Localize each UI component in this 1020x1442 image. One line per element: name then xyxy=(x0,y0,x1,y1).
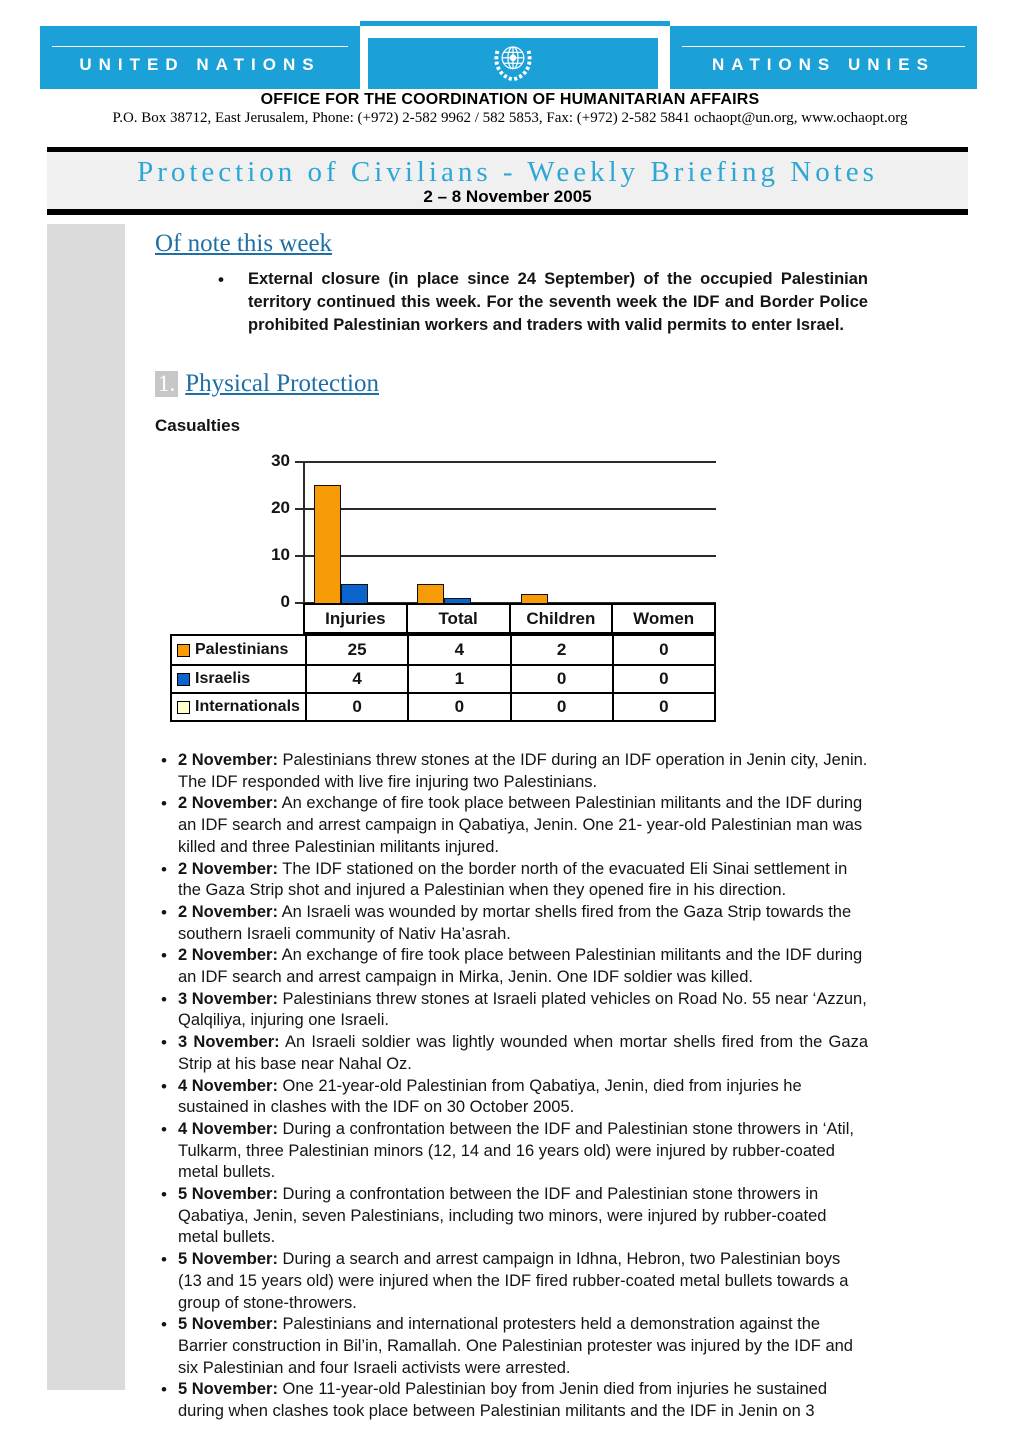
event-date: 5 November: xyxy=(178,1380,278,1399)
section-1-heading xyxy=(155,370,868,398)
value-cell: 4 xyxy=(305,664,407,692)
chart-gridline xyxy=(303,555,716,557)
chart-data-table xyxy=(170,634,716,722)
y-axis-tick xyxy=(295,555,303,557)
event-text: During a confrontation between the IDF and Palestinian stone throwers in Qabatiya, Jenin, seven Palestinians, including two minors, were injured by rubber-coated metal bullets. xyxy=(178,1185,827,1247)
legend-swatch-icon xyxy=(177,644,190,657)
event-item xyxy=(155,1184,868,1249)
chart-category-row xyxy=(303,603,716,634)
of-note-bullet xyxy=(248,268,868,337)
chart-bar-palestinians xyxy=(314,485,341,605)
un-emblem-icon xyxy=(487,40,539,88)
event-text: Palestinians and international protesters held a demonstration against the Barrier construction in Bil’in, Ramallah. One Palestinian protester was injured by the IDF and six Palestinian and four Israeli activists were arrested. xyxy=(178,1315,853,1377)
document-date-range: 2 – 8 November 2005 xyxy=(423,187,592,206)
event-text: One 11-year-old Palestinian boy from Jenin died from injuries he sustained during when clashes took place between Palestinian militants and the IDF in Jenin on 3 xyxy=(178,1380,828,1421)
event-date: 4 November: xyxy=(178,1076,278,1095)
event-text: An exchange of fire took place between Palestinian militants and the IDF during an IDF search and arrest campaign in Mirka, Jenin. One IDF soldier was killed. xyxy=(178,946,863,987)
legend-label: Israelis xyxy=(195,670,251,687)
chart-bar-palestinians xyxy=(417,584,444,605)
category-header: Children xyxy=(509,605,612,632)
legend-label: Internationals xyxy=(195,698,300,715)
chart-gridline xyxy=(303,508,716,510)
event-item xyxy=(155,859,868,902)
event-date: 2 November: xyxy=(178,859,278,878)
value-cell: 0 xyxy=(407,692,509,720)
section-number-box: 1. xyxy=(155,371,178,397)
physical-protection-heading-link[interactable]: Physical Protection xyxy=(185,370,379,397)
value-cell: 0 xyxy=(305,692,407,720)
event-text: An Israeli was wounded by mortar shells fired from the Gaza Strip towards the southern Israeli community of Nativ Ha’asrah. xyxy=(178,902,852,943)
category-header: Injuries xyxy=(325,608,386,628)
event-date: 5 November: xyxy=(178,1315,278,1334)
event-date: 2 November: xyxy=(178,751,278,769)
event-text: During a confrontation between the IDF and Palestinian stone throwers in ‘Atil, Tulkarm, three Palestinian minors (12, 14 and 16 years old) were injured by rubber-coated metal bullets. xyxy=(178,1119,854,1182)
event-item xyxy=(155,1314,868,1379)
y-axis-tick-label: 20 xyxy=(271,498,290,517)
banner-top-line xyxy=(360,21,670,26)
office-name: OFFICE FOR THE COORDINATION OF HUMANITARIAN AFFAIRS xyxy=(260,91,760,108)
title-bar xyxy=(47,152,968,209)
y-axis-tick-label: 30 xyxy=(271,451,290,470)
event-text: During a search and arrest campaign in Idhna, Hebron, two Palestinian boys (13 and 15 years old) were injured when the IDF fired rubber-coated metal bullets towards a group of stone-throwers. xyxy=(178,1250,849,1312)
of-note-heading-link[interactable]: Of note this week xyxy=(155,230,333,257)
banner-center-block xyxy=(360,21,670,89)
y-axis-tick-label: 0 xyxy=(280,592,290,611)
event-date: 2 November: xyxy=(178,946,278,965)
legend-cell xyxy=(172,636,305,664)
legend-cell xyxy=(172,692,305,720)
event-item xyxy=(155,1032,868,1075)
legend-label: Palestinians xyxy=(195,641,289,658)
events-list xyxy=(155,750,868,1423)
content-area xyxy=(155,230,868,1423)
event-text: The IDF stationed on the border north of the evacuated Eli Sinai settlement in the Gaza Strip shot and injured a Palestinian when they opened fire in his direction. xyxy=(178,859,848,900)
value-cell: 1 xyxy=(407,664,509,692)
event-item xyxy=(155,1249,868,1314)
of-note-bullet-text: External closure (in place since 24 September) of the occupied Palestinian territory continued this week. For the seventh week the IDF and Border Police prohibited Palestinian workers and traders with valid permits to enter Israel. xyxy=(248,270,868,334)
chart-bar-israelis xyxy=(341,584,368,605)
legend-swatch-icon xyxy=(177,701,190,714)
banner-logo-area xyxy=(368,38,658,89)
casualties-subheading: Casualties xyxy=(155,416,241,435)
event-text: Palestinians threw stones at the IDF during an IDF operation in Jenin city, Jenin. The IDF responded with live fire injuring two Palestinians. xyxy=(178,751,868,791)
event-item xyxy=(155,750,868,793)
banner-left-block xyxy=(40,26,360,89)
event-text: Palestinians threw stones at Israeli plated vehicles on Road No. 55 near ‘Azzun, Qalqiliya, injuring one Israeli. xyxy=(178,989,867,1030)
event-text: One 21-year-old Palestinian from Qabatiya, Jenin, died from injuries he sustained in clashes with the IDF on 30 October 2005. xyxy=(178,1076,802,1117)
event-item xyxy=(155,902,868,945)
y-axis-tick xyxy=(295,461,303,463)
united-nations-label: UNITED NATIONS xyxy=(52,46,348,75)
event-date: 2 November: xyxy=(178,794,278,813)
event-item xyxy=(155,1076,868,1119)
event-date: 4 November: xyxy=(178,1119,278,1138)
banner-right-block xyxy=(670,26,977,89)
un-banner xyxy=(40,21,977,89)
y-axis-tick xyxy=(295,508,303,510)
event-date: 2 November: xyxy=(178,902,278,921)
category-header: Women xyxy=(611,605,714,632)
value-cell: 4 xyxy=(407,636,509,664)
casualties-chart xyxy=(170,452,716,724)
event-text: An exchange of fire took place between Palestinian militants and the IDF during an IDF search and arrest campaign in Qabatiya, Jenin. One 21- year-old Palestinian man was killed and three Palestinian militants injured. xyxy=(178,794,863,856)
value-cell: 0 xyxy=(612,636,714,664)
of-note-list xyxy=(155,268,868,337)
y-axis-tick-label: 10 xyxy=(271,545,290,564)
value-cell: 0 xyxy=(510,692,612,720)
event-item xyxy=(155,1379,868,1422)
event-date: 3 November: xyxy=(178,989,278,1008)
nations-unies-label: NATIONS UNIES xyxy=(682,46,965,75)
event-date: 5 November: xyxy=(178,1250,278,1269)
legend-swatch-icon xyxy=(177,673,190,686)
contact-line: P.O. Box 38712, East Jerusalem, Phone: (+972) 2-582 9962 / 582 5853, Fax: (+972) 2-582 5841 ochaopt@un.org, www.ochaopt.org xyxy=(112,110,908,126)
event-text: An Israeli soldier was lightly wounded when mortar shells fired from the Gaza Strip at his base near Nahal Oz. xyxy=(178,1033,868,1073)
category-header: Total xyxy=(406,605,509,632)
y-axis-tick xyxy=(295,602,303,604)
value-cell: 2 xyxy=(510,636,612,664)
event-item xyxy=(155,793,868,858)
event-item xyxy=(155,989,868,1032)
event-date: 3 November: xyxy=(178,1033,280,1052)
event-item xyxy=(155,1119,868,1184)
value-cell: 0 xyxy=(612,664,714,692)
event-date: 5 November: xyxy=(178,1185,278,1204)
y-axis-line xyxy=(303,462,305,605)
chart-gridline xyxy=(303,461,716,463)
event-item xyxy=(155,945,868,988)
value-cell: 25 xyxy=(305,636,407,664)
left-margin-strip xyxy=(47,224,125,1390)
title-rule-bottom xyxy=(47,209,968,215)
legend-cell xyxy=(172,664,305,692)
value-cell: 0 xyxy=(510,664,612,692)
document-title: Protection of Civilians - Weekly Briefing Notes xyxy=(137,156,878,188)
value-cell: 0 xyxy=(612,692,714,720)
